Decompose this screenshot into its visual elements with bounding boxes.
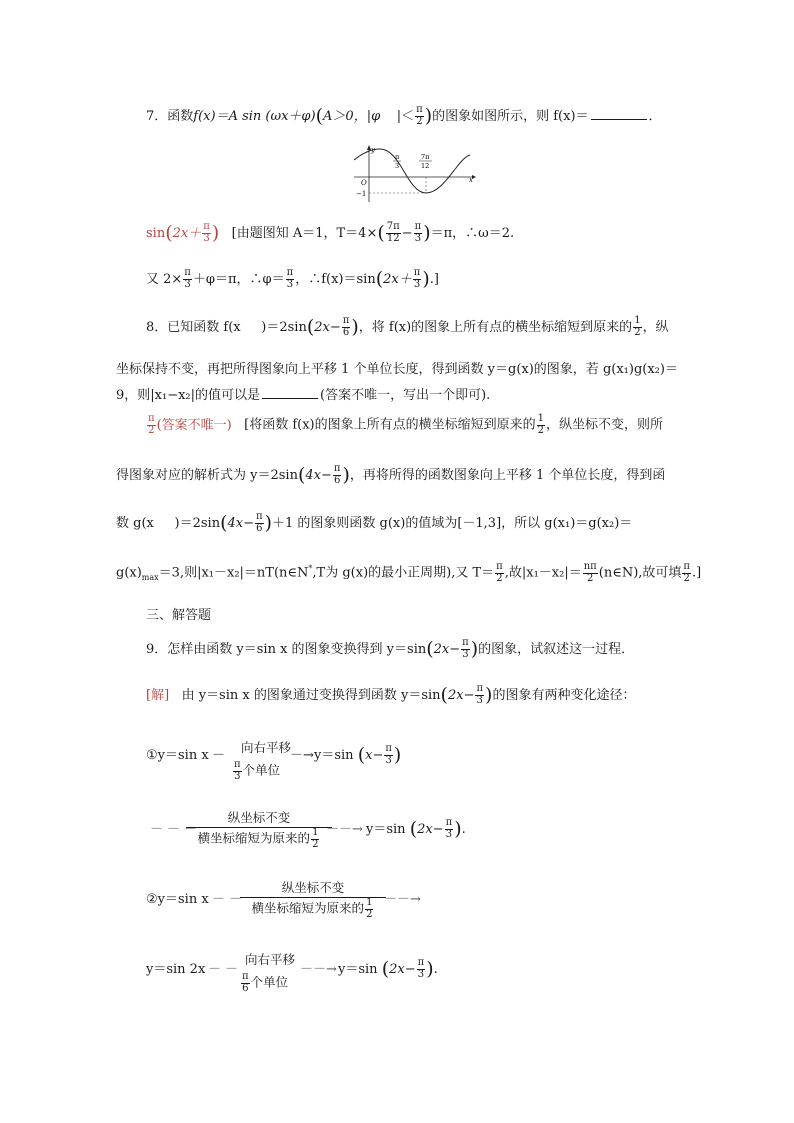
q8-solution-line4: $g(x)_{max}=3$,则|x₁－x₂|＝nT(n∈N*,T为 g(x)的最小正周期),又 T＝ $\frac{\pi}{2}$ ,故|x₁－x₂|＝ $\frac{n\pi}{2}$ (n∈N),故可填 $\frac{\pi}{2}$ .] <box>116 561 702 584</box>
q7-number: 7．函数 <box>146 108 194 124</box>
route2-mid: y＝sin 2x <box>146 962 206 977</box>
q9-stem: 9．怎样由函数 y＝sin x 的图象变换得到 y＝sin(2x− $\frac{\pi}{3}$ )的图象，试叙述这一过程． <box>146 637 635 660</box>
q7-pi-over-2: $\frac{\pi}{2}$ <box>416 104 423 127</box>
tick-7pi-12-den: 12 <box>421 162 430 170</box>
route2-start: ②y＝sin x <box>146 892 209 907</box>
sine-curve <box>354 149 470 193</box>
route2-result: y＝sin (2x− $\frac{\pi}{3}$ ). <box>338 957 438 980</box>
tick-pi-3-den: 3 <box>395 162 400 170</box>
route2-step1-label: 纵坐标不变 横坐标缩短为原来的 $\frac{1}{2}$ <box>240 878 386 920</box>
route1-result2: y＝sin (2x− $\frac{\pi}{3}$ ). <box>366 817 466 840</box>
q8-answer-blank <box>262 398 318 399</box>
q9-solution-intro: [解] 由 y＝sin x 的图象通过变换得到函数 y＝sin(2x− $\frac{\pi}{3}$ )的图象有两种变化途径： <box>146 683 636 706</box>
q9-solution-tag: [解] <box>146 687 170 703</box>
q8-stem-line2: 坐标保持不变，再把所得图象向上平移 1 个单位长度，得到函数 y＝g(x)的图象，若 g(x₁)g(x₂)＝ <box>116 362 678 377</box>
q8-solution-line2: 得图象对应的解析式为 y＝2sin(4x− $\frac{\pi}{6}$ )，再将所得的函数图象向上平移 1 个单位长度，得到函 <box>116 463 666 486</box>
q7-answer-blank <box>591 119 647 120</box>
q8-solution-line3: 数 g(x )＝2sin(4x− $\frac{\pi}{6}$ )＋1 的图象则函数 g(x)的值域为[－1,3]，所以 g(x₁)＝g(x₂)＝ <box>116 511 633 534</box>
q8-answer: $\frac{\pi}{2}$ (答案不唯一) <box>148 413 232 436</box>
q7-condition: A＞0，|φ <box>323 108 381 124</box>
q7-function: f(x)＝A sin (ωx＋φ) <box>193 108 316 124</box>
route1-step1-label: 向右平移 <box>240 740 291 755</box>
tick-pi-3-num: π <box>395 153 400 161</box>
q7-sine-graph <box>352 144 477 204</box>
q7-solution-line1: sin(2x＋ $\frac{\pi}{3}$ ) [由题图知 A＝1，T＝4×( $\frac{7\pi}{12}$ − $\frac{\pi}{3}$ )＝π，∴ω＝2. <box>146 221 515 244</box>
y-label: y <box>371 146 375 154</box>
origin-label: O <box>361 179 367 187</box>
q8-stem-line3: 9，则|x₁−x₂|的值可以是 (答案不唯一，写出一个即可). <box>116 388 491 403</box>
neg-one-label: −1 <box>356 190 367 198</box>
route1-result1: y＝sin (x− $\frac{\pi}{3}$ ) <box>314 743 402 766</box>
route1-start: ①y＝sin x <box>146 748 209 763</box>
q7-solution-line2: 又 2× $\frac{\pi}{3}$ ＋φ＝π，∴φ＝ $\frac{\pi}{3}$ ，∴f(x)＝sin(2x＋ $\frac{\pi}{3}$ ).] <box>146 267 439 290</box>
x-label: x <box>469 176 473 184</box>
route2-step2-label: 向右平移 <box>244 952 295 967</box>
section-heading: 三、解答题 <box>146 608 212 623</box>
q7-stem: 7．函数f(x)＝A sin (ωx＋φ)(A＞0，|φ |＜ $\frac{\pi}{2}$ )的图象如图所示，则 f(x)＝ ． <box>146 104 662 127</box>
route1-step2-label: 纵坐标不变 横坐标缩短为原来的 $\frac{1}{2}$ <box>186 808 332 850</box>
q7-answer: sin(2x＋ $\frac{\pi}{3}$ ) <box>146 221 220 244</box>
q8-stem-line1: 8．已知函数 f(x )＝2sin(2x− $\frac{\pi}{6}$ )，将 f(x)的图象上所有点的横坐标缩短到原来的 $\frac{1}{2}$ ，纵 <box>146 315 669 338</box>
q8-solution-line1: $\frac{\pi}{2}$ (答案不唯一) [将函数 f(x)的图象上所有点的横坐标缩短到原来的 $\frac{1}{2}$ ，纵坐标不变，则所 <box>148 413 664 436</box>
tick-7pi-12-num: 7π <box>421 153 430 161</box>
